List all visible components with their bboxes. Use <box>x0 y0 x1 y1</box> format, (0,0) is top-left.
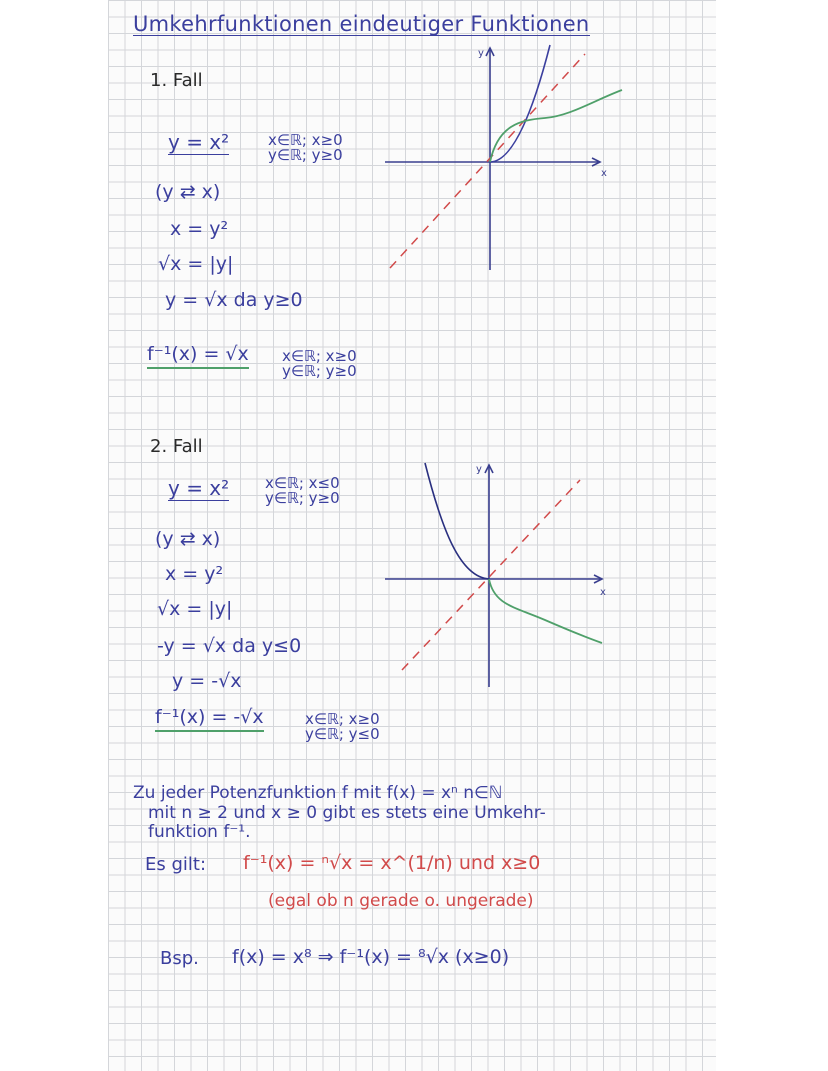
summary-note: (egal ob n gerade o. ungerade) <box>268 891 534 911</box>
case2-inverse-domain-y: y∈ℝ; y≤0 <box>305 725 380 743</box>
case2-step-result: y = -√x <box>172 670 242 692</box>
case2-domain <box>265 476 340 506</box>
case1-graph <box>380 40 640 280</box>
case2-identity-line <box>402 480 580 670</box>
summary-line-2: mit n ≥ 2 und x ≥ 0 gibt es stets eine Umkehr- <box>148 803 546 823</box>
example-label: Bsp. <box>160 948 199 969</box>
case1-domain-y: y∈ℝ; y≥0 <box>268 146 343 164</box>
case2-step-swap: (y ⇄ x) <box>155 528 221 550</box>
case2-y-axis <box>485 465 493 687</box>
example-formula: f(x) = x⁸ ⇒ f⁻¹(x) = ⁸√x (x≥0) <box>232 946 510 968</box>
case1-inverse-domain-x: x∈ℝ; x≥0 <box>282 347 357 365</box>
case2-x-axis-label: x <box>600 587 606 598</box>
case2-neg-sqrt-curve <box>489 579 602 643</box>
summary-line-1: Zu jeder Potenzfunktion f mit f(x) = xⁿ n∈ℕ <box>133 783 503 803</box>
case2-parabola-curve <box>425 463 489 579</box>
case2-domain-y: y∈ℝ; y≥0 <box>265 489 340 507</box>
case1-inverse-domain <box>282 349 357 379</box>
case2-inverse-domain <box>305 712 380 742</box>
case2-domain-x: x∈ℝ; x≤0 <box>265 474 340 492</box>
case2-inverse: f⁻¹(x) = -√x <box>155 708 264 727</box>
case1-inverse: f⁻¹(x) = √x <box>147 345 249 364</box>
case1-step-root: √x = |y| <box>158 253 234 275</box>
case1-step-square: x = y² <box>170 218 229 240</box>
case2-step-root: √x = |y| <box>157 598 233 620</box>
case1-x-axis-label: x <box>601 168 607 179</box>
case1-domain <box>268 133 343 163</box>
case1-y-axis-label: y <box>478 48 484 59</box>
case1-parabola-curve <box>490 45 550 162</box>
case1-step-swap: (y ⇄ x) <box>155 181 221 203</box>
case2-graph <box>380 455 640 695</box>
case2-inverse-domain-x: x∈ℝ; x≥0 <box>305 710 380 728</box>
case1-identity-line <box>390 54 585 268</box>
summary-rule-label: Es gilt: <box>145 854 207 875</box>
case1-inverse-domain-y: y∈ℝ; y≥0 <box>282 362 357 380</box>
summary-line-3: funktion f⁻¹. <box>148 822 251 842</box>
case1-function: y = x² <box>168 130 230 154</box>
case2-function: y = x² <box>168 476 230 500</box>
case2-heading: 2. Fall <box>150 436 203 457</box>
case2-step-negate: -y = √x da y≤0 <box>157 635 302 657</box>
case2-step-square: x = y² <box>165 563 224 585</box>
case2-y-axis-label: y <box>476 464 482 475</box>
case2-x-axis <box>385 575 602 583</box>
case1-sqrt-curve <box>490 90 622 162</box>
page-title: Umkehrfunktionen eindeutiger Funktionen <box>133 12 590 36</box>
case1-heading: 1. Fall <box>150 70 203 91</box>
summary-rule: f⁻¹(x) = ⁿ√x = x^(1/n) und x≥0 <box>243 852 541 874</box>
case1-domain-x: x∈ℝ; x≥0 <box>268 131 343 149</box>
case1-step-result: y = √x da y≥0 <box>165 289 303 311</box>
